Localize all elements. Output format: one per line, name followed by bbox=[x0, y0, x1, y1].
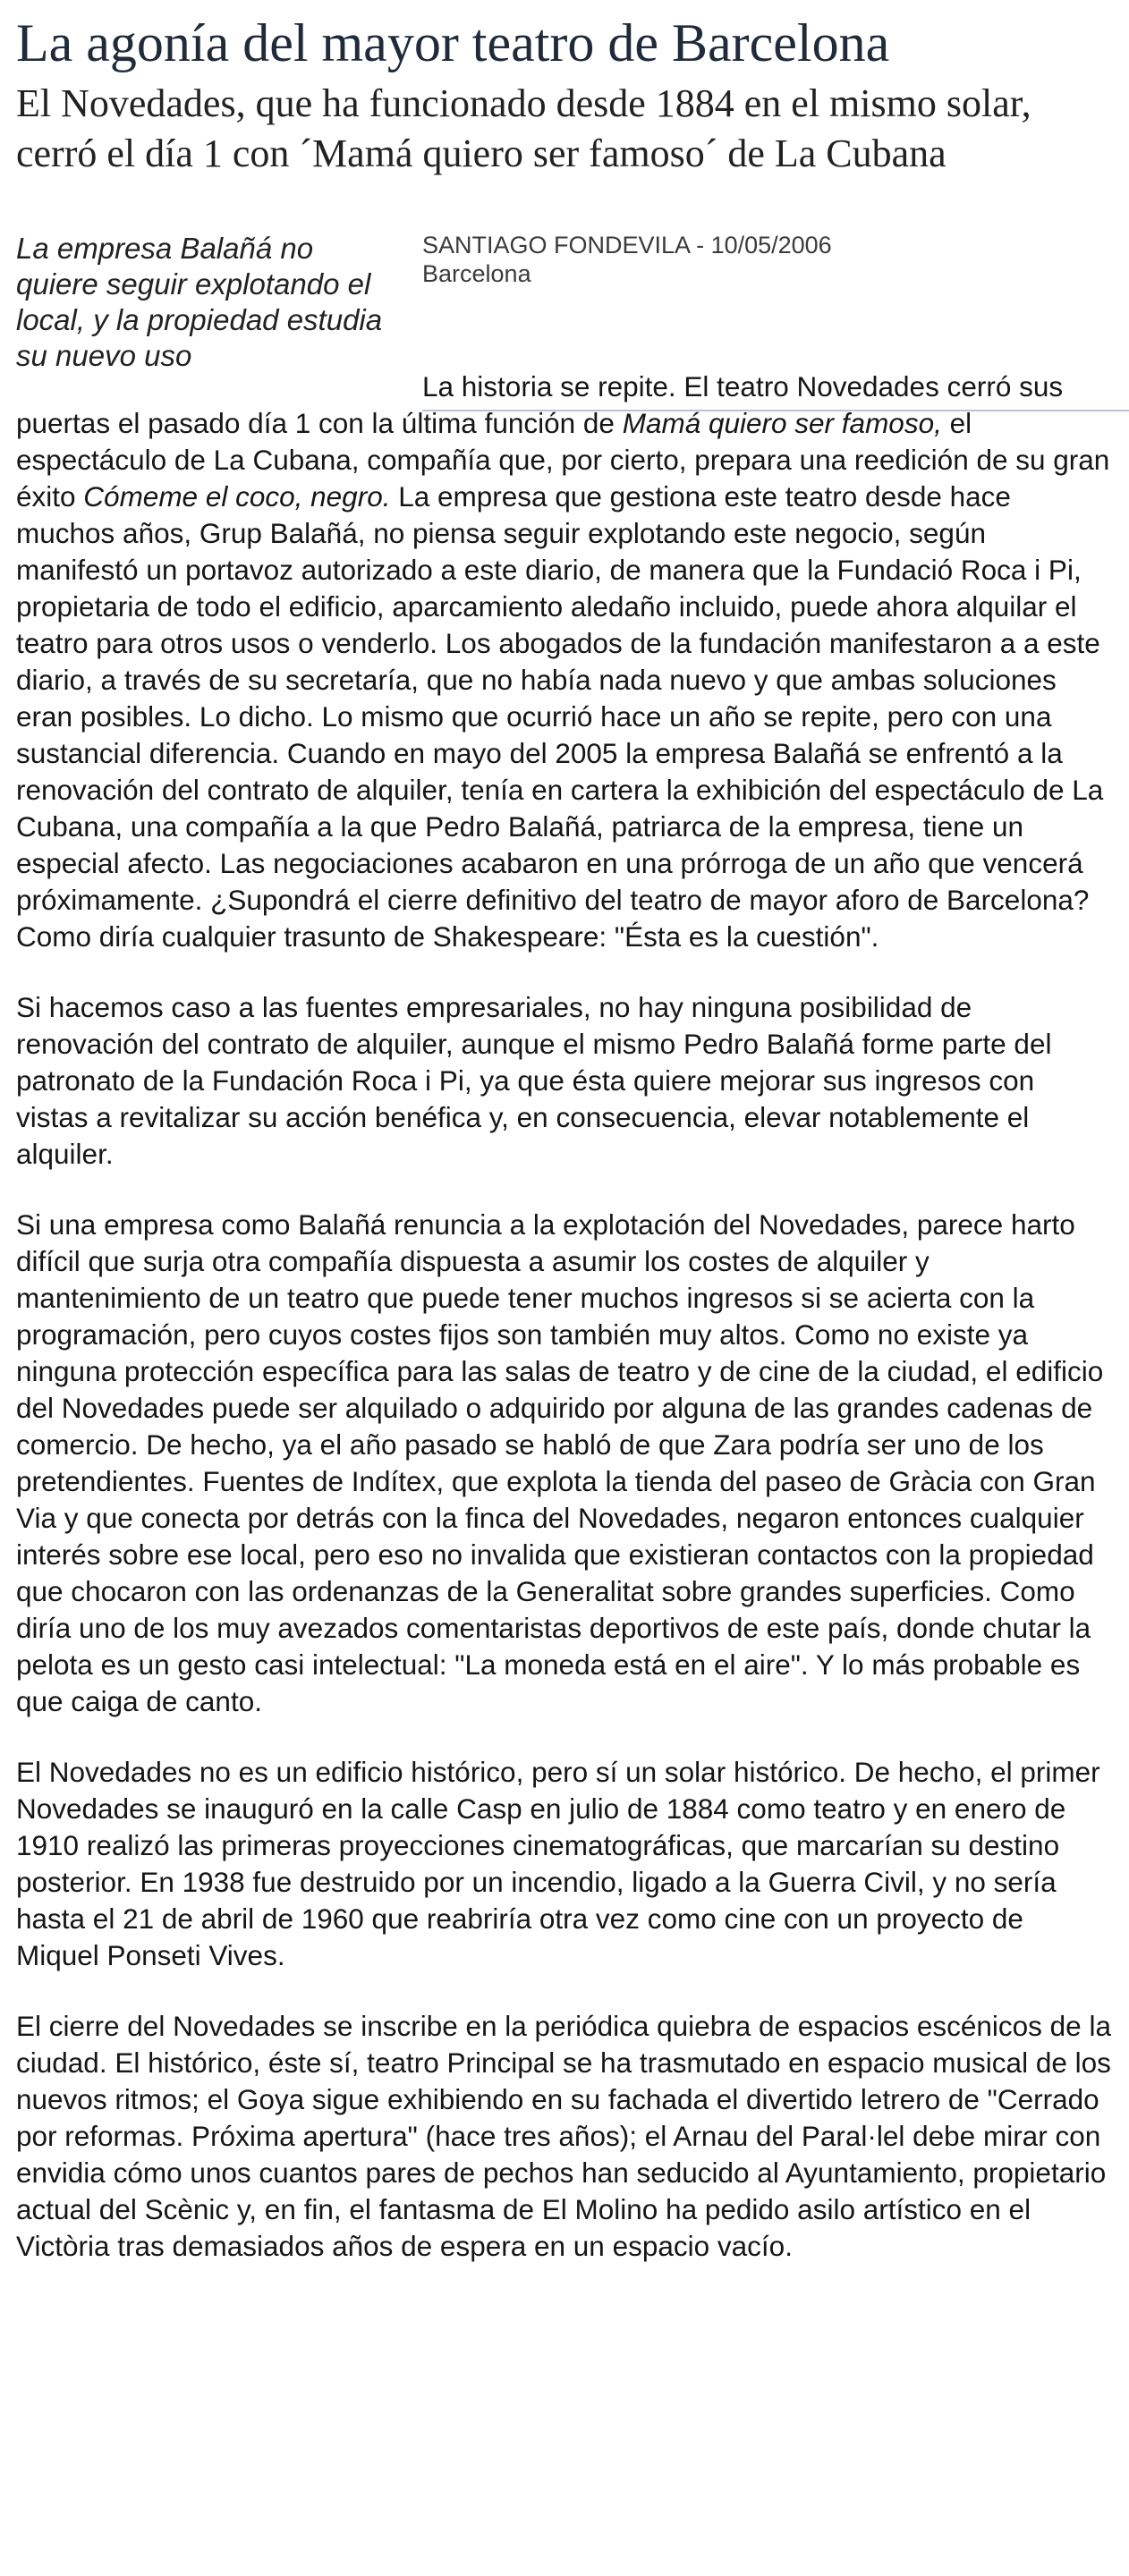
byline-author-date: SANTIAGO FONDEVILA - 10/05/2006 bbox=[422, 232, 832, 258]
article-paragraph-3: Si una empresa como Balañá renuncia a la explotación del Novedades, parece harto difícil que surja otra compañía dispuesta a asumir los costes de alquiler y mantenimiento de un teatro que puede tener muchos ingresos si se acierta con la programación, pero cuyos costes fijos son también muy altos. Como no existe ya ninguna protección específica para las salas de teatro y de cine de la ciudad, el edificio del Novedades puede ser alquilado o adquirido por alguna de las grandes cadenas de comercio. De hecho, ya el año pasado se habló de que Zara podría ser uno de los pretendientes. Fuentes de Indítex, que explota la tienda del paseo de Gràcia con Gran Via y que conecta por detrás con la finca del Novedades, negaron entonces cualquier interés sobre ese local, pero eso no invalida que existieran contactos con la propiedad que chocaron con las ordenanzas de la Generalitat sobre grandes superficies. Como diría uno de los muy avezados comentaristas deportivos de este país, donde chutar la pelota es un gesto casi intelectual: "La moneda está en el aire". Y lo más probable es que caiga de canto. bbox=[16, 1208, 1104, 1717]
article-page bbox=[16, 0, 1113, 2299]
article-paragraph-5: El cierre del Novedades se inscribe en la periódica quiebra de espacios escénicos de la ciudad. El histórico, éste sí, teatro Principal se ha trasmutado en espacio musical de los nuevos ritmos; el Goya sigue exhibiendo en su fachada el divertido letrero de "Cerrado por reformas. Próxima apertura" (hace tres años); el Arnau del Paral·lel debe mirar con envidia cómo unos cuantos pares de pechos han seducido al Ayuntamiento, propietario actual del Scènic y, en fin, el fantasma de El Molino ha pedido asilo artístico en el Victòria tras demasiados años de espera en un espacio vacío. bbox=[16, 2010, 1111, 2262]
p1-lead: La historia se repite. El teatro Novedades cerró sus puertas el pasado día 1 con la última función de bbox=[16, 370, 1064, 439]
article-paragraph-4: El Novedades no es un edificio histórico, pero sí un solar histórico. De hecho, el primer Novedades se inauguró en la calle Casp en julio de 1884 como teatro y en enero de 1910 realizó las primeras proyecciones cinematográficas, que marcarían su destino posterior. En 1938 fue destruido por un incendio, ligado a la Guerra Civil, y no sería hasta el 21 de abril de 1960 que reabriría otra vez como cine con un proyecto de Miquel Ponseti Vives. bbox=[16, 1756, 1100, 1971]
divider-rule bbox=[422, 410, 1129, 411]
lede: La empresa Balañá no quiere seguir explotando el local, y la propiedad estudia su nuevo uso bbox=[16, 232, 383, 372]
headline: La agonía del mayor teatro de Barcelona bbox=[16, 13, 890, 72]
intro-block bbox=[16, 231, 1113, 454]
p1-mid: el espectáculo de La Cubana, compañía que, por cierto, prepara una reedición de su gran éxito bbox=[16, 407, 1110, 513]
subheadline: El Novedades, que ha funcionado desde 1884 en el mismo solar, cerró el día 1 con ´Mamá quiero ser famoso´ de La Cubana bbox=[16, 81, 1031, 175]
byline-location: Barcelona bbox=[422, 260, 531, 287]
p1-title-2: Cómeme el coco, negro. bbox=[83, 480, 391, 513]
byline bbox=[422, 231, 832, 288]
article-paragraph-1 bbox=[16, 369, 1113, 955]
p1-rest: La empresa que gestiona este teatro desde hace muchos años, Grup Balañá, no piensa seguir explotando este negocio, según manifestó un portavoz autorizado a este diario, de manera que la Fundació Roca i Pi, propietaria de todo el edificio, aparcamiento aledaño incluido, puede ahora alquilar el teatro para otros usos o venderlo. Los abogados de la fundación manifestaron a a este diario, a través de su secretaría, que no había nada nuevo y que ambas soluciones eran posibles. Lo dicho. Lo mismo que ocurrió hace un año se repite, pero con una sustancial diferencia. Cuando en mayo del 2005 la empresa Balañá se enfrentó a la renovación del contrato de alquiler, tenía en cartera la exhibición del espectáculo de La Cubana, una compañía a la que Pedro Balañá, patriarca de la empresa, tiene un especial afecto. Las negociaciones acabaron en una prórroga de un año que vencerá próximamente. ¿Supondrá el cierre definitivo del teatro de mayor aforo de Barcelona? Como diría cualquier trasunto de Shakespeare: "Ésta es la cuestión". bbox=[16, 480, 1104, 953]
article-body bbox=[16, 369, 1113, 2265]
article-paragraph-2: Si hacemos caso a las fuentes empresariales, no hay ninguna posibilidad de renovación del contrato de alquiler, aunque el mismo Pedro Balañá forme parte del patronato de la Fundación Roca i Pi, ya que ésta quiere mejorar sus ingresos con vistas a revitalizar su acción benéfica y, en consecuencia, elevar notablemente el alquiler. bbox=[16, 991, 1052, 1170]
p1-title-1: Mamá quiero ser famoso, bbox=[622, 407, 942, 439]
